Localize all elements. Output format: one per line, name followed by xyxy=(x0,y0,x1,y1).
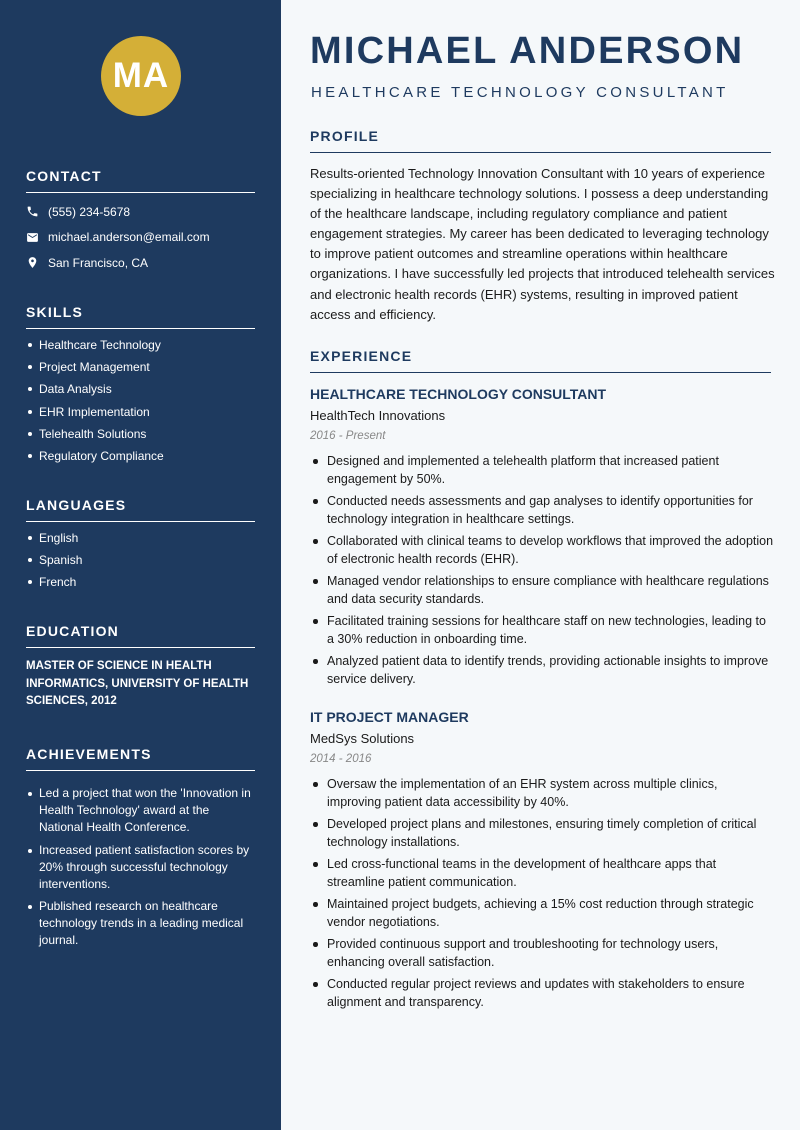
job-bullet: Facilitated training sessions for healthcare staff on new technologies, leading to a 30% reduction in onboarding time. xyxy=(310,612,775,648)
job-company: MedSys Solutions xyxy=(310,731,415,746)
achievement-item: Increased patient satisfaction scores by 20% through successful technology interventions. xyxy=(26,842,255,893)
experience-title: EXPERIENCE xyxy=(310,348,771,373)
skill-item: Telehealth Solutions xyxy=(26,426,255,442)
phone-icon xyxy=(26,205,39,218)
location-icon xyxy=(26,256,39,269)
achievements-section xyxy=(26,746,255,955)
job-dates: 2014 - 2016 xyxy=(310,753,372,765)
job-bullet: Oversaw the implementation of an EHR system across multiple clinics, improving patient data accessibility by 40%. xyxy=(310,775,775,811)
email-icon xyxy=(26,231,39,244)
achievements-title: ACHIEVEMENTS xyxy=(26,746,255,771)
job-dates: 2016 - Present xyxy=(310,430,386,442)
job-bullets xyxy=(310,452,775,688)
skills-section xyxy=(26,304,255,470)
contact-location xyxy=(26,250,255,276)
candidate-title: HEALTHCARE TECHNOLOGY CONSULTANT xyxy=(311,84,729,101)
contact-phone-text: (555) 234-5678 xyxy=(48,204,131,219)
sidebar xyxy=(0,0,281,1130)
job-entry xyxy=(310,709,775,1015)
job-bullet: Developed project plans and milestones, ensuring timely completion of critical technology installations. xyxy=(310,815,775,851)
language-item: French xyxy=(26,574,255,590)
job-bullets xyxy=(310,775,775,1011)
education-section xyxy=(26,623,255,711)
languages-list xyxy=(26,530,255,590)
avatar: MA xyxy=(101,36,181,116)
skill-item: Regulatory Compliance xyxy=(26,448,255,464)
contact-title: CONTACT xyxy=(26,168,255,193)
main-content xyxy=(281,0,800,1130)
job-bullet: Provided continuous support and troubleshooting for technology users, enhancing overall satisfaction. xyxy=(310,935,775,971)
education-text: MASTER OF SCIENCE IN HEALTH INFORMATICS, UNIVERSITY OF HEALTH SCIENCES, 2012 xyxy=(26,660,249,707)
education-title: EDUCATION xyxy=(26,623,255,648)
achievements-list xyxy=(26,785,255,949)
candidate-name: MICHAEL ANDERSON xyxy=(310,30,745,72)
contact-email xyxy=(26,225,255,251)
contact-location-text: San Francisco, CA xyxy=(48,255,149,270)
job-bullet: Managed vendor relationships to ensure compliance with healthcare regulations and data security standards. xyxy=(310,572,775,608)
job-bullet: Conducted needs assessments and gap analyses to identify opportunities for technology integration in healthcare settings. xyxy=(310,492,775,528)
languages-section xyxy=(26,497,255,597)
job-bullet: Analyzed patient data to identify trends, providing actionable insights to improve service delivery. xyxy=(310,652,775,688)
job-bullet: Designed and implemented a telehealth platform that increased patient engagement by 50%. xyxy=(310,452,775,488)
achievement-item: Led a project that won the 'Innovation in Health Technology' award at the National Health Conference. xyxy=(26,785,255,836)
skill-item: Healthcare Technology xyxy=(26,337,255,353)
job-bullet: Collaborated with clinical teams to develop workflows that improved the adoption of electronic health records (EHR). xyxy=(310,532,775,568)
achievement-item: Published research on healthcare technology trends in a leading medical journal. xyxy=(26,898,255,949)
job-bullet: Led cross-functional teams in the development of healthcare apps that streamline patient communication. xyxy=(310,855,775,891)
contact-section xyxy=(26,168,255,276)
skill-item: Project Management xyxy=(26,359,255,375)
contact-email-text: michael.anderson@email.com xyxy=(48,230,210,245)
job-role: HEALTHCARE TECHNOLOGY CONSULTANT xyxy=(310,386,607,402)
job-bullet: Conducted regular project reviews and updates with stakeholders to ensure alignment and transparency. xyxy=(310,975,775,1011)
job-role: IT PROJECT MANAGER xyxy=(310,709,469,725)
skill-item: EHR Implementation xyxy=(26,404,255,420)
profile-title: PROFILE xyxy=(310,128,771,153)
contact-phone xyxy=(26,199,255,225)
profile-text: Results-oriented Technology Innovation Consultant with 10 years of experience specializing in healthcare technology solutions. I possess a deep understanding of the healthcare landscape, including regulatory compliance and patient engagement strategies. My career has been dedicated to leveraging technology to improve patient outcomes and streamline operations within healthcare organizations. I have successfully led projects that introduced telehealth services and electronic health records (EHR) systems, resulting in improved patient access and efficiency. xyxy=(310,166,775,322)
job-entry xyxy=(310,386,775,692)
skills-list xyxy=(26,337,255,464)
skill-item: Data Analysis xyxy=(26,381,255,397)
languages-title: LANGUAGES xyxy=(26,497,255,522)
language-item: English xyxy=(26,530,255,546)
job-company: HealthTech Innovations xyxy=(310,408,446,423)
skills-title: SKILLS xyxy=(26,304,255,329)
language-item: Spanish xyxy=(26,552,255,568)
job-bullet: Maintained project budgets, achieving a 15% cost reduction through strategic vendor negotiations. xyxy=(310,895,775,931)
